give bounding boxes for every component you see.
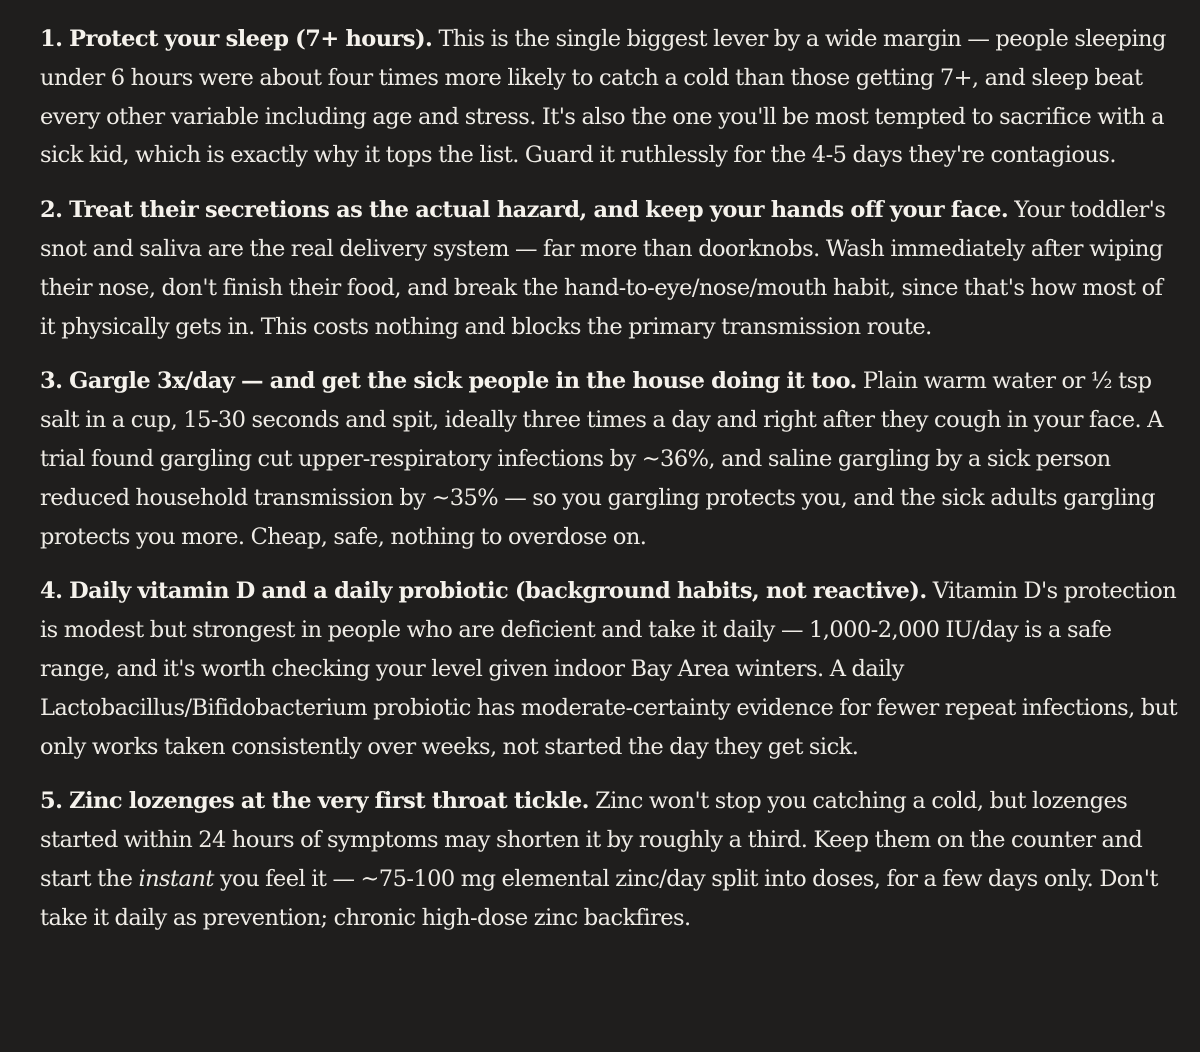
tip-heading: 5. Zinc lozenges at the very first throat tickle. [40, 788, 589, 815]
tip-sleep [40, 20, 1180, 175]
tip-vitamin-d-probiotic [40, 572, 1180, 766]
tip-heading: 3. Gargle 3x/day — and get the sick people in the house doing it too. [40, 368, 857, 395]
tip-secretions [40, 191, 1180, 346]
tip-gargle [40, 362, 1180, 556]
tip-heading: 2. Treat their secretions as the actual hazard, and keep your hands off your face. [40, 197, 1009, 224]
tip-body: Your toddler's snot and saliva are the real delivery system — far more than doorknobs. Wash immediately after wiping their nose, don't finish their food, and break the hand-to-eye/nose/mouth habit, since that's how most of it physically gets in. This costs nothing and blocks the primary transmission route. [40, 197, 1166, 340]
tip-heading: 4. Daily vitamin D and a daily probiotic (background habits, not reactive). [40, 578, 927, 605]
tip-body: Plain warm water or ½ tsp salt in a cup, 15-30 seconds and spit, ideally three times a day and right after they cough in your face. A trial found gargling cut upper-respiratory infections by ~36%, and saline gargling by a sick person reduced household transmission by ~35% — so you gargling protects you, and the sick adults gargling protects you more. Cheap, safe, nothing to overdose on. [40, 368, 1163, 550]
tip-body: This is the single biggest lever by a wide margin — people sleeping under 6 hours were about four times more likely to catch a cold than those getting 7+, and sleep beat every other variable including age and stress. It's also the one you'll be most tempted to sacrifice with a sick kid, which is exactly why it tops the list. Guard it ruthlessly for the 4-5 days they're contagious. [40, 26, 1166, 169]
tip-heading: 1. Protect your sleep (7+ hours). [40, 26, 433, 52]
tip-body-before: Zinc won't stop you catching a cold, but lozenges started within 24 hours of symptoms may shorten it by roughly a third. Keep them on the counter and start the [40, 788, 1143, 892]
tip-zinc [40, 782, 1180, 937]
tip-body: Vitamin D's protection is modest but strongest in people who are deficient and take it daily — 1,000-2,000 IU/day is a safe range, and it's worth checking your level given indoor Bay Area winters. A daily Lactobacillus/Bifidobacterium probiotic has moderate-certainty evidence for fewer repeat infections, but only works taken consistently over weeks, not started the day they get sick. [40, 578, 1178, 760]
tip-body-emphasis: instant [138, 865, 214, 892]
tip-body-after: you feel it — ~75-100 mg elemental zinc/day split into doses, for a few days only. Don't take it daily as prevention; chronic high-dose zinc backfires. [40, 865, 1158, 931]
